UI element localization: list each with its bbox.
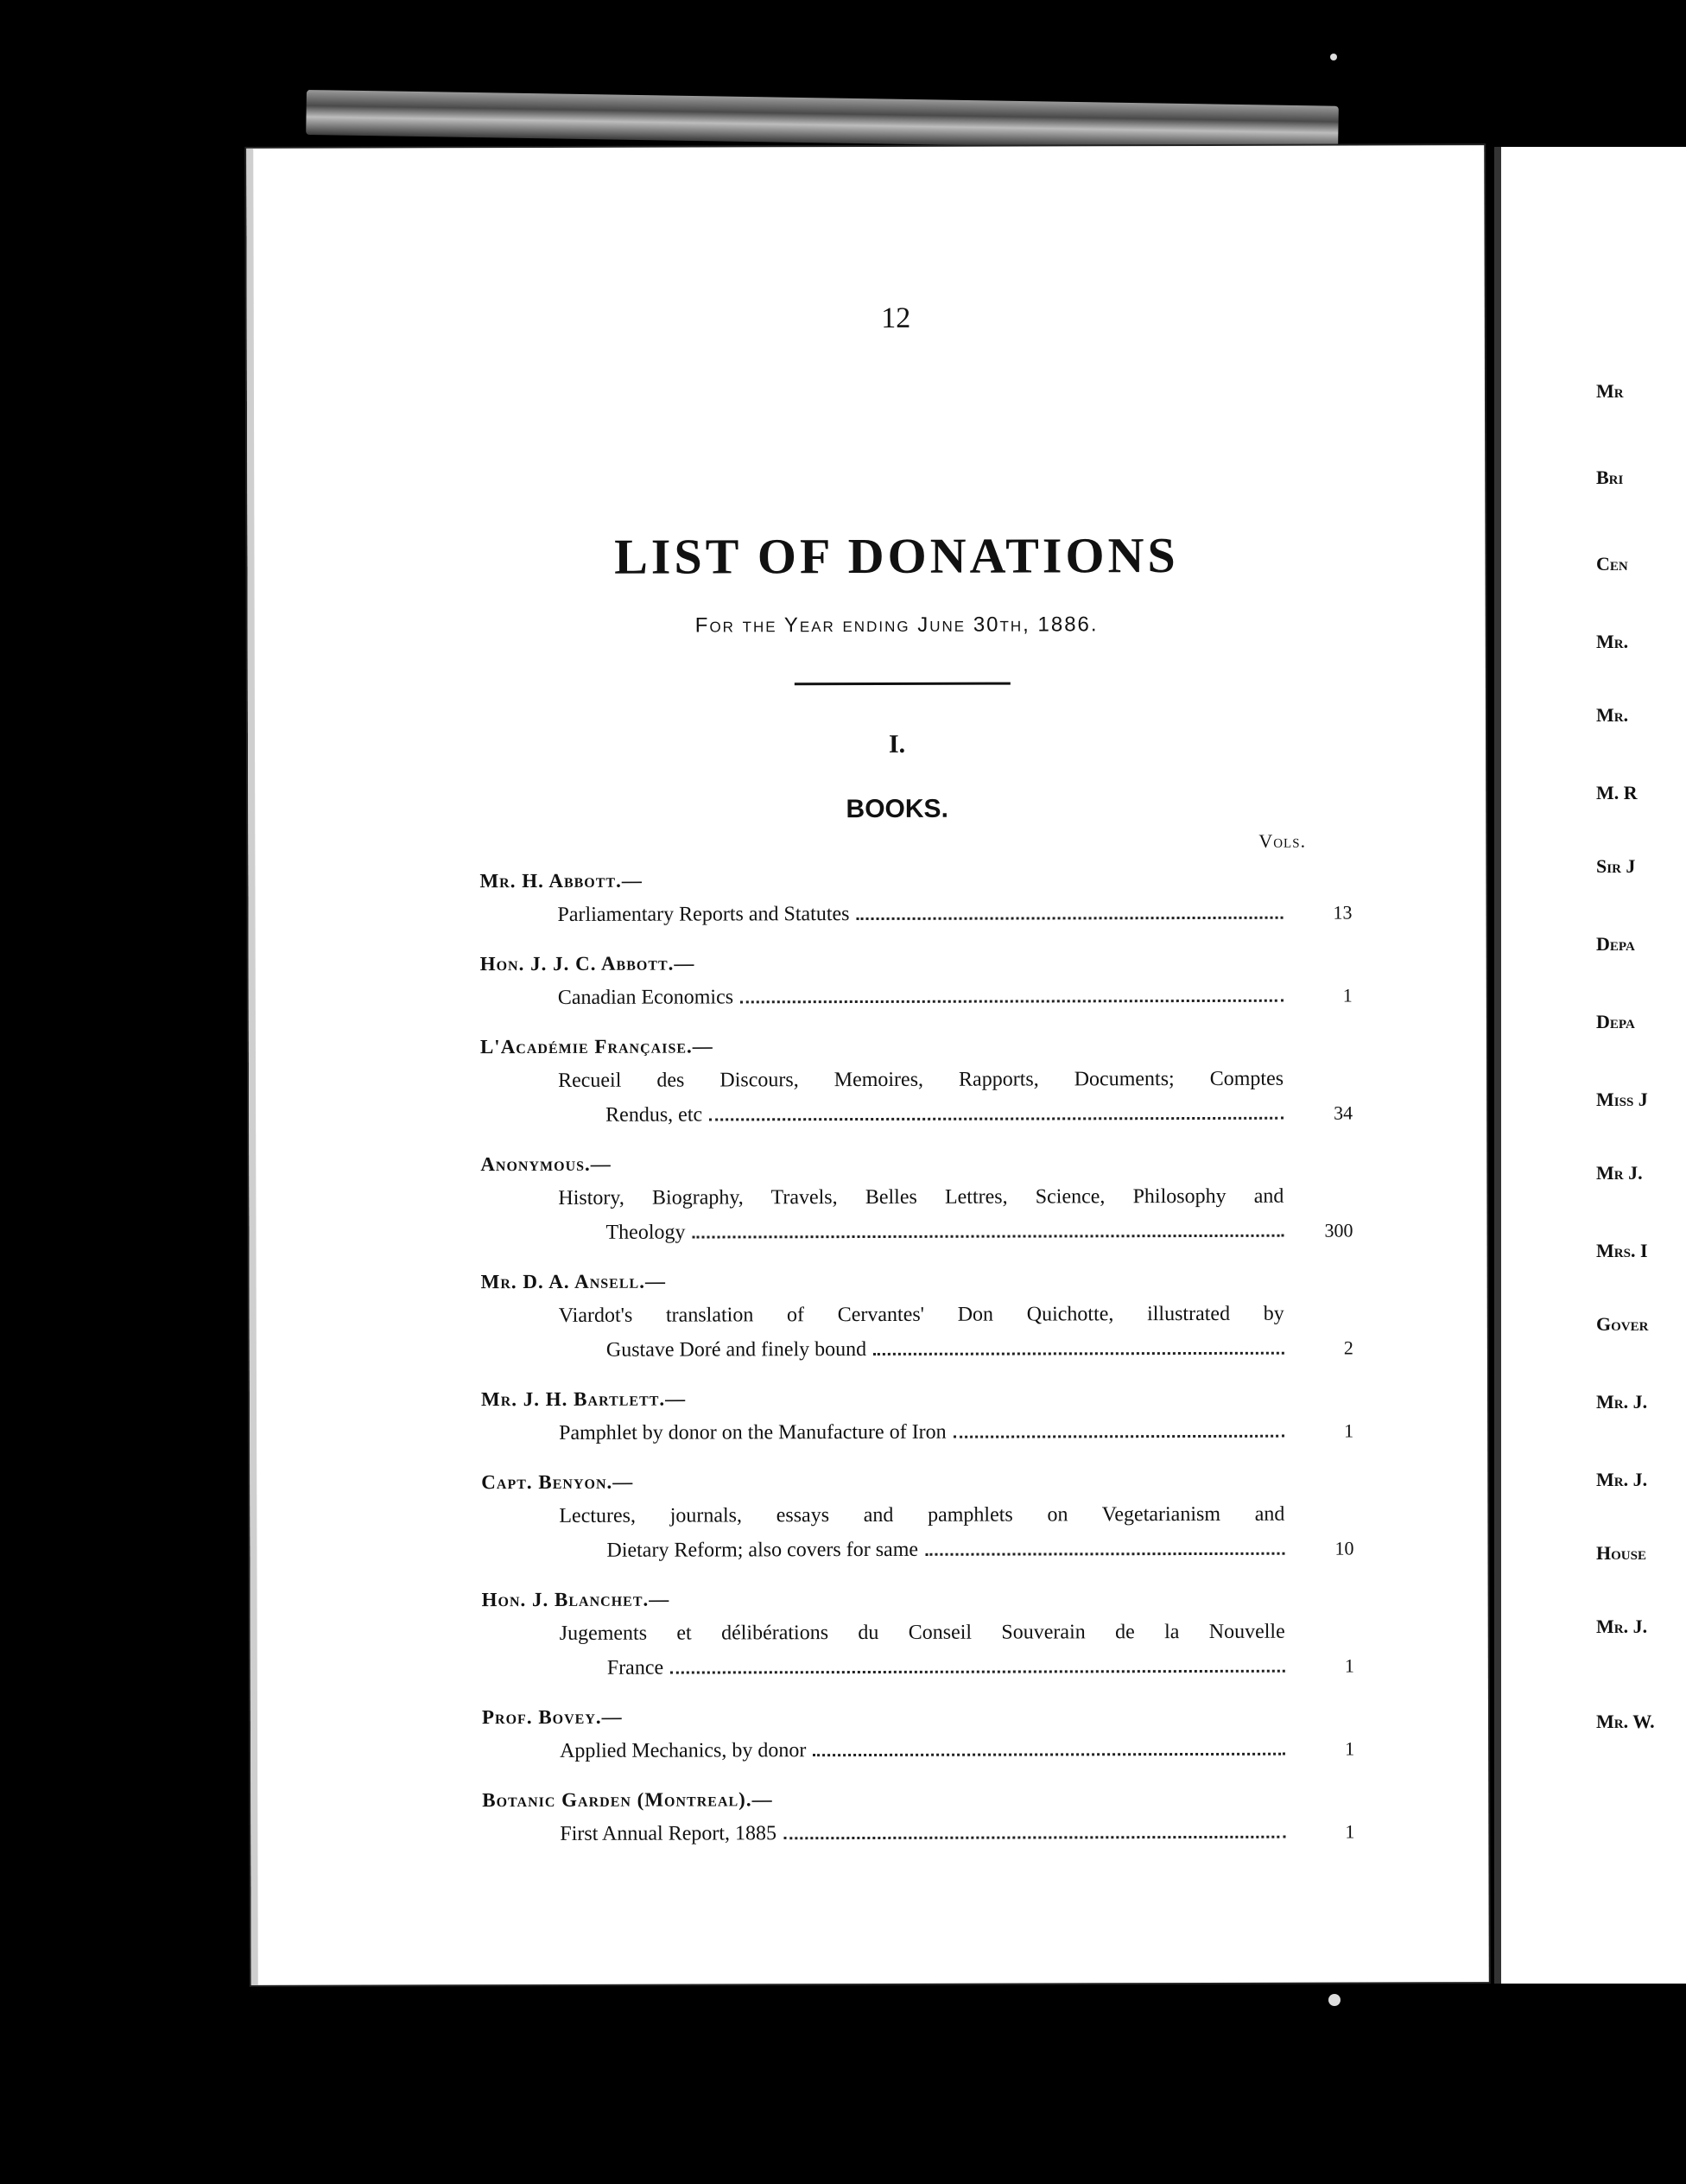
donor-name: Mr. D. A. Ansell.— xyxy=(480,1270,666,1293)
dot-leader xyxy=(693,1235,1284,1239)
vols-column-header: Vols. xyxy=(1258,829,1307,852)
donor-name: Anonymous.— xyxy=(480,1152,612,1176)
donation-item-text: Viardot's translation of Cervantes' Don Quichotte, illustrated by xyxy=(558,1302,1284,1327)
section-title: BOOKS. xyxy=(846,794,948,824)
right-page-fragment: Mr. xyxy=(1596,631,1629,652)
donation-item-text: Parliamentary Reports and Statutes xyxy=(557,903,850,926)
vols-count: 1 xyxy=(1344,1654,1354,1677)
page-number: 12 xyxy=(881,302,911,334)
donor-name: Hon. J. Blanchet.— xyxy=(481,1588,670,1611)
donor-name: L'Académie Française.— xyxy=(479,1035,713,1058)
donation-item-line xyxy=(482,1649,1354,1686)
right-page-fragment: Bri xyxy=(1596,467,1624,488)
right-page-fragment: Mr J. xyxy=(1596,1162,1643,1184)
right-page-fragment: Mr. J. xyxy=(1596,1469,1648,1490)
section-number: I. xyxy=(888,729,906,759)
donation-item-line xyxy=(482,1815,1354,1852)
donation-item-text: Recueil des Discours, Memoires, Rapports, Documents; Comptes xyxy=(558,1067,1284,1092)
donation-item-line xyxy=(480,1179,1353,1216)
vols-count: 1 xyxy=(1345,1737,1355,1760)
dot-leader xyxy=(740,1000,1284,1004)
donation-item-text: Canadian Economics xyxy=(557,986,734,1009)
donation-list xyxy=(479,863,1354,1868)
donation-item-line xyxy=(482,1732,1354,1769)
vols-count: 34 xyxy=(1334,1102,1353,1124)
right-page-fragment: Depa xyxy=(1596,1011,1635,1032)
dot-leader xyxy=(873,1352,1284,1355)
donation-item-text: History, Biography, Travels, Belles Lettres, Science, Philosophy and xyxy=(558,1184,1284,1209)
donor-name: Mr. H. Abbott.— xyxy=(479,869,643,892)
left-page xyxy=(246,145,1489,1985)
vols-count: 10 xyxy=(1334,1537,1354,1559)
title-rule xyxy=(795,682,1011,686)
donation-entry xyxy=(479,863,1352,933)
right-page-fragment: Mr. J. xyxy=(1596,1616,1648,1637)
donation-item-text: Lectures, journals, essays and pamphlets on Vegetarianism and xyxy=(559,1502,1285,1527)
vols-count: 1 xyxy=(1342,984,1353,1006)
donation-item-line xyxy=(480,1062,1353,1099)
donation-item-line xyxy=(480,1096,1353,1133)
right-page xyxy=(1494,147,1686,1984)
right-page-fragment: Miss J xyxy=(1596,1089,1648,1110)
donation-item-line xyxy=(480,979,1353,1016)
vols-count: 13 xyxy=(1333,901,1353,924)
donation-item-text: Pamphlet by donor on the Manufacture of Iron xyxy=(559,1420,947,1444)
donation-entry xyxy=(481,1264,1353,1368)
donation-item-line xyxy=(479,896,1352,933)
donation-entry xyxy=(480,1029,1353,1133)
donation-item-text: First Annual Report, 1885 xyxy=(560,1822,777,1845)
dot-leader xyxy=(925,1552,1284,1556)
right-page-fragment: Gover xyxy=(1596,1313,1649,1335)
donor-name: Botanic Garden (Montreal).— xyxy=(482,1788,773,1812)
donation-item-line xyxy=(481,1532,1353,1569)
dot-leader xyxy=(954,1435,1284,1438)
vols-count: 300 xyxy=(1324,1219,1353,1241)
vols-count: 1 xyxy=(1345,1820,1355,1843)
right-page-fragment: Depa xyxy=(1596,933,1635,955)
donation-item-line xyxy=(480,1214,1353,1251)
scan-speck xyxy=(1330,54,1337,60)
dot-leader xyxy=(813,1753,1285,1756)
dot-leader xyxy=(856,917,1283,920)
right-page-fragment: House xyxy=(1596,1542,1646,1564)
page-title: LIST OF DONATIONS xyxy=(614,527,1179,585)
donation-item-text: France xyxy=(606,1656,664,1679)
donation-entry xyxy=(482,1582,1354,1686)
donor-name: Hon. J. J. C. Abbott.— xyxy=(479,952,695,975)
donation-item-text: Gustave Doré and finely bound xyxy=(605,1338,867,1362)
right-page-fragment: Mr xyxy=(1596,380,1624,402)
right-page-fragment: Sir J xyxy=(1596,855,1636,877)
donation-item-line xyxy=(481,1331,1353,1368)
donation-entry xyxy=(482,1782,1354,1852)
donation-item-line xyxy=(482,1615,1354,1652)
right-page-fragment: Mr. xyxy=(1596,704,1629,726)
book-cover-edge xyxy=(306,90,1339,151)
right-page-fragment: Mr. J. xyxy=(1596,1391,1648,1413)
dot-leader xyxy=(783,1836,1285,1840)
vols-count: 1 xyxy=(1344,1419,1354,1442)
right-page-fragment: M. R xyxy=(1596,782,1638,803)
donation-entry xyxy=(480,946,1353,1016)
donation-entry xyxy=(480,1146,1353,1251)
donation-item-text: Theology xyxy=(605,1221,686,1244)
scan-speck xyxy=(1328,1994,1341,2006)
donation-entry xyxy=(481,1464,1353,1569)
vols-count: 2 xyxy=(1343,1336,1353,1359)
donor-name: Capt. Benyon.— xyxy=(481,1470,634,1494)
dot-leader xyxy=(709,1117,1284,1121)
right-page-fragment: Mrs. I xyxy=(1596,1240,1648,1261)
dot-leader xyxy=(670,1670,1285,1674)
donation-entry xyxy=(482,1699,1354,1769)
page-subtitle: For the Year ending June 30th, 1886. xyxy=(694,613,1099,638)
donation-item-text: Jugements et délibérations du Conseil Souverain de la Nouvelle xyxy=(559,1620,1285,1645)
right-page-fragment: Cen xyxy=(1596,553,1628,575)
donor-name: Prof. Bovey.— xyxy=(481,1705,623,1729)
donation-item-text: Applied Mechanics, by donor xyxy=(560,1739,807,1762)
right-page-fragment: Mr. W. xyxy=(1596,1711,1655,1732)
donation-item-line xyxy=(481,1297,1353,1334)
donation-item-line xyxy=(481,1414,1353,1451)
donation-item-text: Dietary Reform; also covers for same xyxy=(606,1538,919,1562)
donation-item-line xyxy=(481,1497,1353,1534)
donation-item-text: Rendus, etc xyxy=(605,1103,703,1127)
donation-entry xyxy=(481,1381,1353,1451)
donor-name: Mr. J. H. Bartlett.— xyxy=(480,1387,687,1411)
